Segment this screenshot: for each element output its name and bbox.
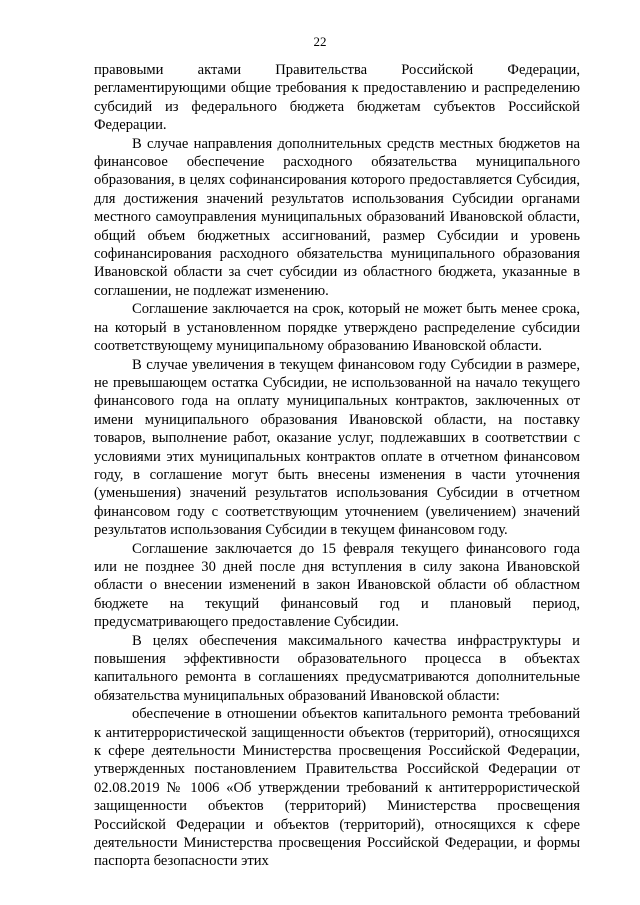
paragraph: В случае направления дополнительных средств местных бюджетов на финансовое обеспечение расходного обязательства муниципального образования, в целях софинансирования которого предоставляется Субсидия, для достижения значений результатов использования Субсидии органами местного самоуправления муниципальных образований Ивановской области, общий объем бюджетных ассигнований, размер Субсидии и уровень софинансирования расходного обязательства муниципального образования Ивановской области за счет субсидии из областного бюджета, указанные в соглашении, не подлежат изменению.	[94, 135, 580, 299]
paragraph: В целях обеспечения максимального качества инфраструктуры и повышения эффективности образовательного процесса в объектах капитального ремонта в соглашениях предусматриваются дополнительные обязательства муниципальных образований Ивановской области:	[94, 632, 580, 704]
paragraph: В случае увеличения в текущем финансовом году Субсидии в размере, не превышающем остатка Субсидии, не использованной на начало текущего финансового года на оплату муниципальных контрактов, заключенных от имени муниципального образования Ивановской области, на поставку товаров, выполнение работ, оказание услуг, подлежавших в соответствии с условиями этих муниципальных контрактов оплате в отчетном финансовом году, в соглашение могут быть внесены изменения в части уточнения (уменьшения) значений результатов использования Субсидии в отчетном финансовом году с соответствующим уточнением (увеличением) значений результатов использования Субсидии в текущем финансовом году.	[94, 356, 580, 539]
paragraph: Соглашение заключается до 15 февраля текущего финансового года или не позднее 30 дней после дня вступления в силу закона Ивановской области о внесении изменений в закон Ивановской области об областном бюджете на текущий финансовый год и плановый период, предусматривающего предоставление Субсидии.	[94, 540, 580, 631]
paragraph: Соглашение заключается на срок, который не может быть менее срока, на который в установленном порядке утверждено распределение субсидии соответствующему муниципальному образованию Ивановской области.	[94, 301, 580, 355]
paragraph-continuation: правовыми актами Правительства Российской Федерации, регламентирующими общие требования к предоставлению и распределению субсидий из федерального бюджета бюджетам субъектов Российской Федерации.	[94, 62, 580, 134]
document-body	[94, 61, 580, 871]
paragraph: обеспечение в отношении объектов капитального ремонта требований к антитеррористической защищенности объектов (территорий), относящихся к сфере деятельности Министерства просвещения Российской Федерации, утвержденных постановлением Правительства Российской Федерации от 02.08.2019 № 1006 «Об утверждении требований к антитеррористической защищенности объектов (территорий) Министерства просвещения Российской Федерации и объектов (территорий), относящихся к сфере деятельности Министерства просвещения Российской Федерации, и формы паспорта безопасности этих	[94, 706, 580, 870]
page-number: 22	[313, 34, 327, 49]
